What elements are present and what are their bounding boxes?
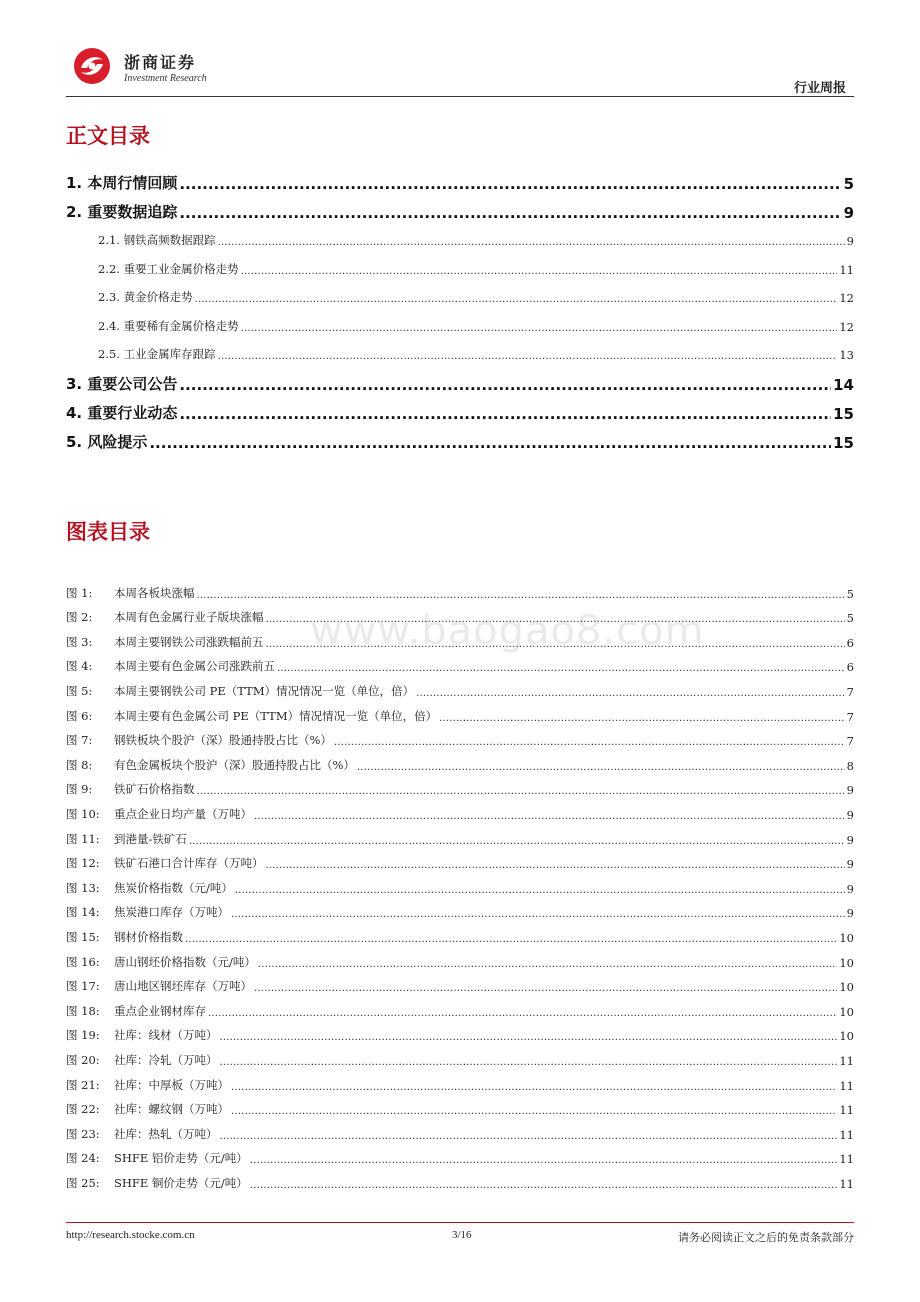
toc-subitem[interactable]: 2.1. 钢铁高频数据跟踪 ..... 9 xyxy=(66,232,854,248)
figure-item[interactable]: 图 13: 焦炭价格指数（元/吨） ..... 9 xyxy=(66,880,854,896)
page-header xyxy=(66,38,854,96)
figure-item[interactable]: 图 19: 社库：线材（万吨） ..... 10 xyxy=(66,1027,854,1043)
figure-item[interactable]: 图 21: 社库：中厚板（万吨） ..... 11 xyxy=(66,1077,854,1093)
figure-item[interactable]: 图 8: 有色金属板块个股沪（深）股通持股占比（%） ..... 8 xyxy=(66,757,854,773)
toc-item[interactable]: 4. 重要行业动态 ..... 15 xyxy=(66,402,854,423)
figure-item[interactable]: 图 24: SHFE 铝价走势（元/吨） ..... 11 xyxy=(66,1150,854,1166)
figure-item[interactable]: 图 14: 焦炭港口库存（万吨） ..... 9 xyxy=(66,904,854,920)
footer-url[interactable]: http://research.stocke.com.cn xyxy=(66,1229,195,1241)
toc-item[interactable]: 2. 重要数据追踪 ..... 9 xyxy=(66,201,854,222)
figure-item[interactable]: 图 11: 到港量-铁矿石 ..... 9 xyxy=(66,831,854,847)
figure-item[interactable]: 图 12: 铁矿石港口合计库存（万吨） ..... 9 xyxy=(66,855,854,871)
watermark: www.baogao8.com xyxy=(310,608,705,654)
figure-item[interactable]: 图 16: 唐山钢坯价格指数（元/吨） ..... 10 xyxy=(66,954,854,970)
figure-item[interactable]: 图 5: 本周主要钢铁公司 PE（TTM）情况情况一览（单位，倍） ..... 7 xyxy=(66,683,854,699)
brand-name-cn: 浙商证券 xyxy=(124,53,197,72)
company-logo-icon xyxy=(72,46,112,86)
figure-item[interactable]: 图 6: 本周主要有色金属公司 PE（TTM）情况情况一览（单位，倍） ..... 7 xyxy=(66,708,854,724)
toc-item[interactable]: 5. 风险提示 ..... 15 xyxy=(66,431,854,452)
header-divider xyxy=(66,96,854,97)
figures-title: 图表目录 xyxy=(66,520,150,544)
report-type: 行业周报 xyxy=(793,81,846,96)
figure-item[interactable]: 图 15: 钢材价格指数 ..... 10 xyxy=(66,929,854,945)
figure-item[interactable]: 图 4: 本周主要有色金属公司涨跌前五 ..... 6 xyxy=(66,658,854,674)
toc-item[interactable]: 1. 本周行情回顾 ..... 5 xyxy=(66,172,854,193)
footer-divider xyxy=(66,1222,854,1223)
toc-item[interactable]: 3. 重要公司公告 ..... 14 xyxy=(66,373,854,394)
toc-subitem[interactable]: 2.2. 重要工业金属价格走势 ..... 11 xyxy=(66,261,854,277)
toc-subitem[interactable]: 2.4. 重要稀有金属价格走势 ..... 12 xyxy=(66,318,854,334)
toc-subitem[interactable]: 2.3. 黄金价格走势 ..... 12 xyxy=(66,289,854,305)
figure-item[interactable]: 图 25: SHFE 铜价走势（元/吨） ..... 11 xyxy=(66,1175,854,1191)
page-number: 3/16 xyxy=(452,1229,472,1241)
figure-item[interactable]: 图 18: 重点企业钢材库存 ..... 10 xyxy=(66,1003,854,1019)
figure-item[interactable]: 图 23: 社库：热轧（万吨） ..... 11 xyxy=(66,1126,854,1142)
figure-item[interactable]: 图 2: 本周有色金属行业子版块涨幅 ..... 5 xyxy=(66,609,854,625)
figure-item[interactable]: 图 17: 唐山地区钢坯库存（万吨） ..... 10 xyxy=(66,978,854,994)
footer-disclaimer: 请务必阅读正文之后的免责条款部分 xyxy=(678,1231,854,1244)
toc-subitem[interactable]: 2.5. 工业金属库存跟踪 ..... 13 xyxy=(66,346,854,362)
figure-item[interactable]: 图 1: 本周各板块涨幅 ..... 5 xyxy=(66,585,854,601)
figure-item[interactable]: 图 7: 钢铁板块个股沪（深）股通持股占比（%） ..... 7 xyxy=(66,732,854,748)
figure-item[interactable]: 图 10: 重点企业日均产量（万吨） ..... 9 xyxy=(66,806,854,822)
figure-item[interactable]: 图 9: 铁矿石价格指数 ..... 9 xyxy=(66,781,854,797)
figure-item[interactable]: 图 20: 社库：冷轧（万吨） ..... 11 xyxy=(66,1052,854,1068)
figure-item[interactable]: 图 22: 社库：螺纹钢（万吨） ..... 11 xyxy=(66,1101,854,1117)
toc-title: 正文目录 xyxy=(66,124,150,148)
figure-item[interactable]: 图 3: 本周主要钢铁公司涨跌幅前五 ..... 6 xyxy=(66,634,854,650)
brand-name-en: Investment Research xyxy=(124,73,207,84)
